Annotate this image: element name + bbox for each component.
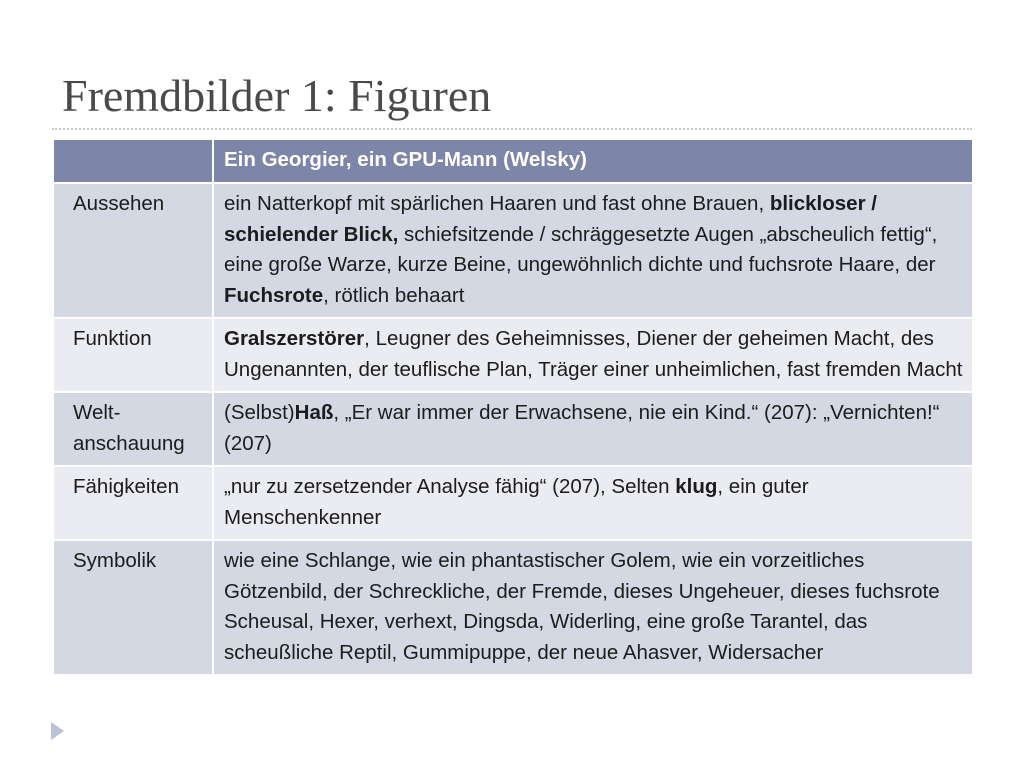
row-label: Funktion — [53, 318, 213, 392]
row-description — [213, 392, 973, 466]
row-label: Welt-anschauung — [53, 392, 213, 466]
body-text: , „Er war immer der Erwachsene, nie ein Kind.“ (207): „Vernichten!“ (207) — [224, 401, 940, 455]
body-text: schiefsitzende / schräggesetzte Augen „abscheulich fettig“, eine große Warze, kurze Beine, ungewöhnlich dichte und fuchsrote Haare, der — [224, 222, 938, 276]
triangle-right-icon — [51, 722, 64, 740]
row-description — [213, 540, 973, 675]
body-text: ein Natterkopf mit spärlichen Haaren und fast ohne Brauen, — [224, 192, 770, 215]
row-label: Fähigkeiten — [53, 466, 213, 540]
character-table — [52, 138, 974, 676]
row-description — [213, 318, 973, 392]
slide-title: Fremdbilder 1: Figuren — [62, 70, 492, 121]
table-header-row — [53, 139, 973, 183]
emphasis-text: Gralszerstörer — [224, 327, 365, 350]
header-cell-title: Ein Georgier, ein GPU-Mann (Welsky) — [213, 139, 973, 183]
table-row-weltanschauung — [53, 392, 973, 466]
body-text: (Selbst) — [224, 401, 295, 424]
body-text: , rötlich behaart — [323, 283, 465, 307]
header-cell-empty — [53, 139, 213, 183]
row-label: Symbolik — [53, 540, 213, 675]
emphasis-text: Haß — [294, 401, 334, 424]
emphasis-text: blickloser / schielender Blick, — [224, 192, 877, 246]
table-row-funktion — [53, 318, 973, 392]
body-text: , Leugner des Geheimnisses, Diener der geheimen Macht, des Ungenannten, der teuflische Plan, Träger einer unheimlichen, fast fremden Macht — [224, 327, 963, 381]
title-divider — [52, 128, 972, 130]
emphasis-text: Fuchsrote — [224, 283, 324, 307]
table-row-faehigkeiten — [53, 466, 973, 540]
body-text: „nur zu zersetzender Analyse fähig“ (207), Selten — [224, 475, 676, 498]
row-label: Aussehen — [53, 183, 213, 318]
table-row-aussehen — [53, 183, 973, 318]
table-row-symbolik — [53, 540, 973, 675]
emphasis-text: klug — [675, 475, 718, 498]
body-text: , ein guter Menschenkenner — [224, 475, 809, 529]
row-description — [213, 466, 973, 540]
row-description — [213, 183, 973, 318]
body-text: wie eine Schlange, wie ein phantastischer Golem, wie ein vorzeitliches Götzenbild, der Schreckliche, der Fremde, dieses Ungeheuer, dieses fuchsrote Scheusal, Hexer, verhext, Dingsda, Widerling, eine große Tarantel, das scheußliche Reptil, Gummipuppe, der neue Ahasver, Widersacher — [224, 549, 940, 664]
